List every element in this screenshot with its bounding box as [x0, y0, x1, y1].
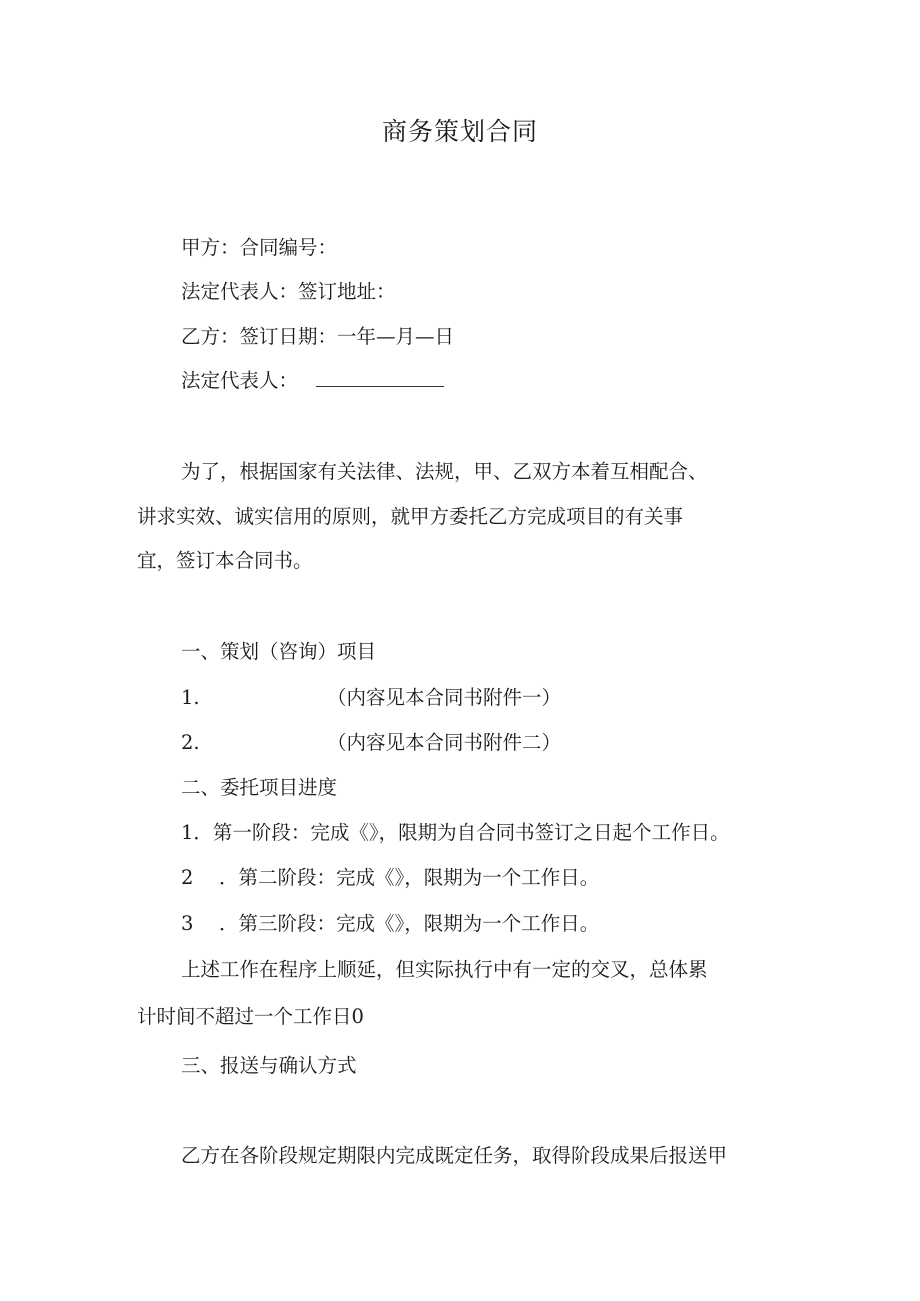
- stage-text: ．第二阶段：完成《》，限期为一个工作日。: [219, 866, 600, 889]
- intro-line-3: 宜，签订本合同书。: [137, 549, 313, 572]
- document-title: 商务策划合同: [381, 117, 538, 146]
- section-2-heading: 二、委托项目进度: [181, 776, 338, 799]
- item-number: 2.: [181, 731, 200, 754]
- section-3-heading: 三、报送与确认方式: [181, 1054, 357, 1077]
- legal-rep-b-label: 法定代表人：: [181, 369, 299, 392]
- item-text: （内容见本合同书附件一）: [327, 686, 562, 709]
- signature-blank: [316, 366, 444, 387]
- stage-2-line: [181, 863, 599, 893]
- stage-number: 3: [181, 912, 194, 935]
- section-1-item-1: [181, 683, 561, 713]
- stage-3-line: [181, 909, 599, 939]
- section-1-heading: 一、策划（咨询）项目: [181, 640, 377, 663]
- item-number: 1.: [181, 686, 200, 709]
- stage-text: ．第三阶段：完成《》，限期为一个工作日。: [219, 912, 600, 935]
- stage-number: 2: [181, 866, 194, 889]
- intro-line-1: 为了，根据国家有关法律、法规，甲、乙双方本着互相配合、: [181, 460, 708, 483]
- intro-line-2: 讲求实效、诚实信用的原则，就甲方委托乙方完成项目的有关事: [137, 505, 684, 528]
- schedule-note-line-1: 上述工作在程序上顺延，但实际执行中有一定的交叉，总体累: [181, 958, 708, 981]
- stage-1-line: 1．第一阶段：完成《》，限期为自合同书签订之日起个工作日。: [181, 821, 730, 844]
- section-3-paragraph: 乙方在各阶段规定期限内完成既定任务，取得阶段成果后报送甲: [181, 1144, 728, 1167]
- legal-rep-a-line: 法定代表人：签订地址：: [181, 280, 396, 303]
- schedule-note-line-2: 计时间不超过一个工作日0: [137, 1005, 364, 1028]
- section-1-item-2: [181, 728, 561, 758]
- item-text: （内容见本合同书附件二）: [327, 731, 562, 754]
- party-b-line: 乙方：签订日期：一年—月—日: [181, 325, 455, 348]
- legal-rep-b-line: [181, 366, 444, 396]
- party-a-line: 甲方：合同编号：: [181, 236, 338, 259]
